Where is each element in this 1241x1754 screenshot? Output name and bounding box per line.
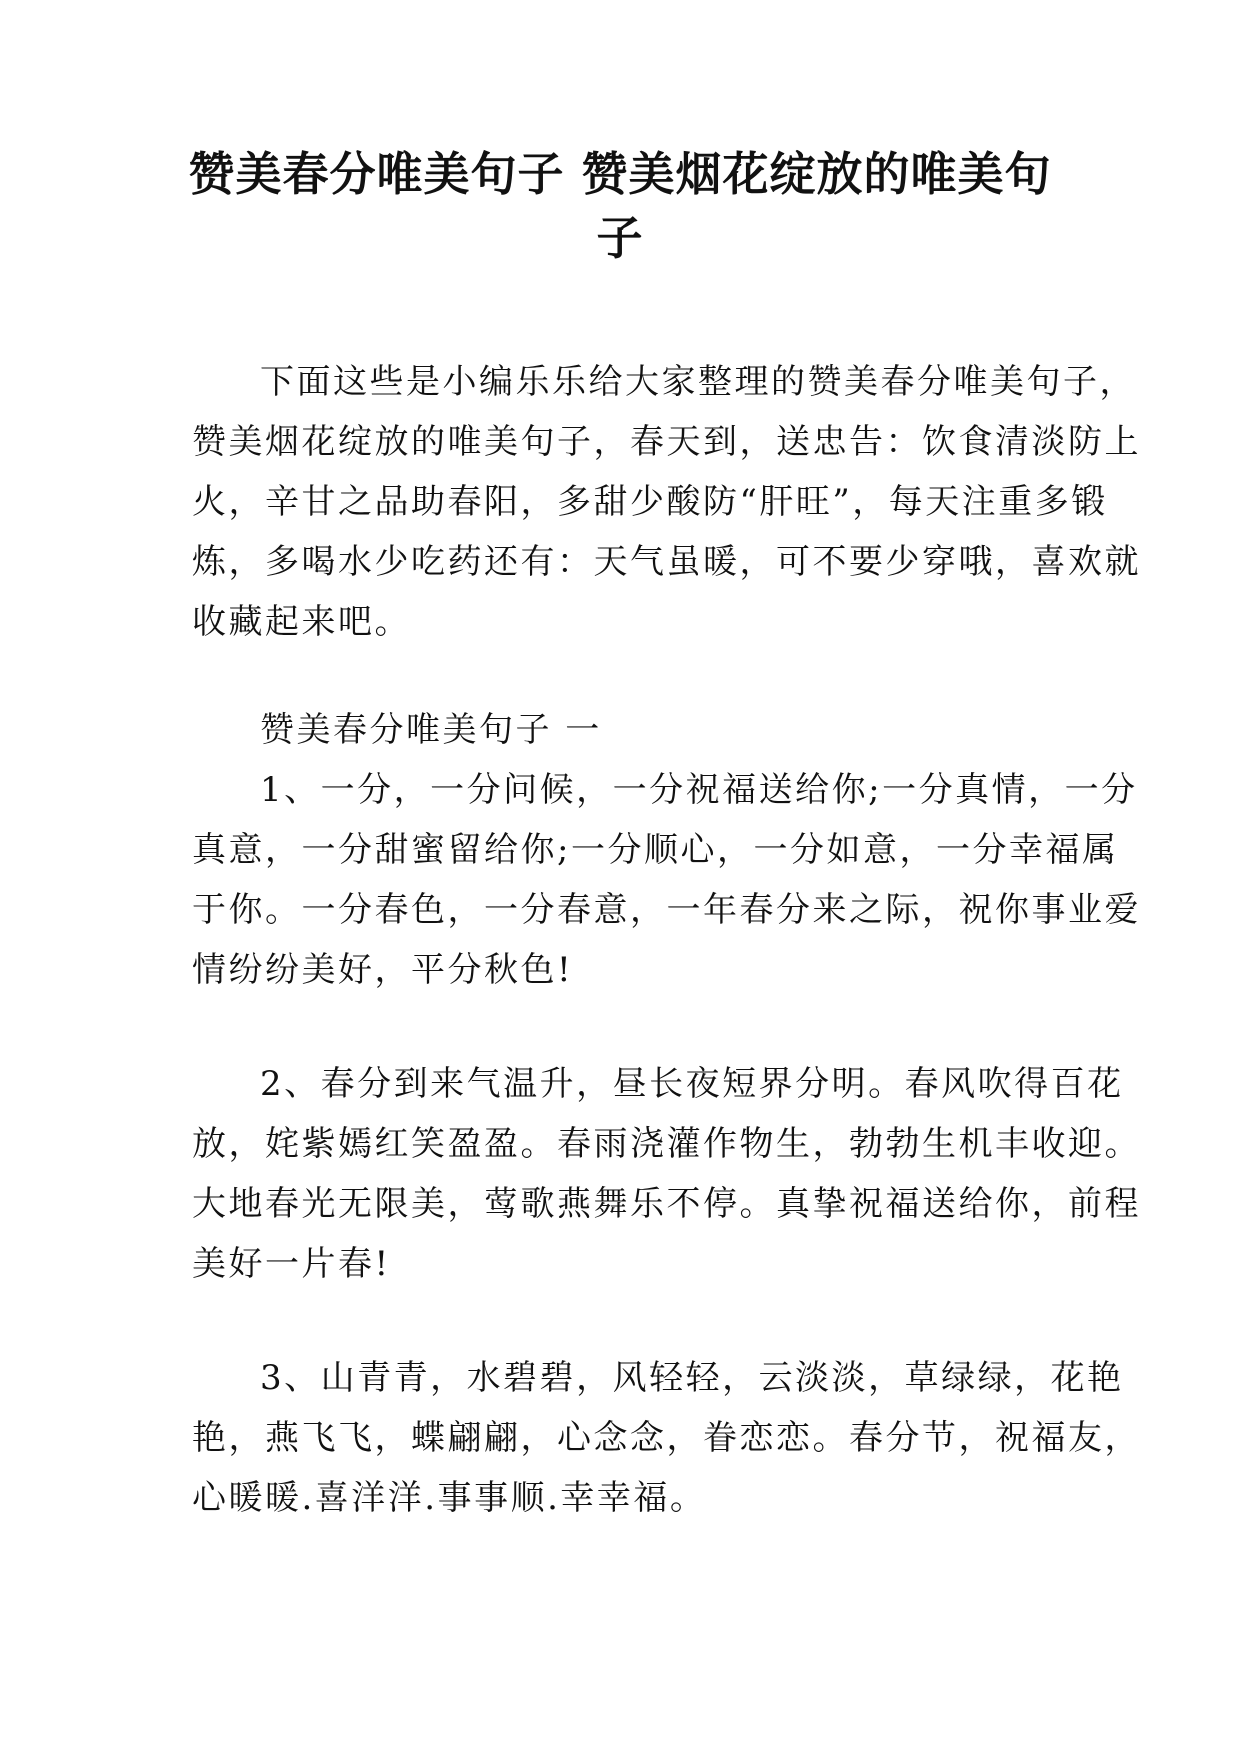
text-line: 火，辛甘之品助春阳，多甜少酸防“肝旺”，每天注重多锻 [192, 482, 1108, 522]
text-line: 艳，燕飞飞，蝶翩翩，心念念，眷恋恋。春分节，祝福友， [192, 1418, 1141, 1458]
text-line: 美好一片春! [192, 1244, 391, 1284]
list-item [192, 1348, 1141, 1528]
title-line: 赞美春分唯美句子 赞美烟花绽放的唯美句 [188, 147, 1052, 201]
text-line: 情纷纷美好，平分秋色! [192, 950, 574, 990]
text-line: 1、一分，一分问候，一分祝福送给你;一分真情，一分 [260, 770, 1138, 810]
document-title [170, 142, 1070, 270]
intro-paragraph [192, 352, 1141, 652]
text-line: 赞美烟花绽放的唯美句子，春天到，送忠告：饮食清淡防上 [192, 422, 1141, 462]
text-line: 2、春分到来气温升，昼长夜短界分明。春风吹得百花 [260, 1064, 1124, 1104]
text-line: 心暖暖.喜洋洋.事事顺.幸幸福。 [192, 1478, 707, 1518]
list-item [192, 760, 1141, 1000]
text-line: 真意，一分甜蜜留给你;一分顺心，一分如意，一分幸福属 [192, 830, 1119, 870]
text-line: 炼，多喝水少吃药还有：天气虽暖，可不要少穿哦，喜欢就 [192, 542, 1141, 582]
text-line: 3、山青青，水碧碧，风轻轻，云淡淡，草绿绿，花艳 [260, 1358, 1124, 1398]
text-line: 于你。一分春色，一分春意，一年春分来之际，祝你事业爱 [192, 890, 1141, 930]
text-line: 收藏起来吧。 [192, 602, 411, 642]
title-line: 子 [596, 211, 644, 265]
text-line: 放，姹紫嫣红笑盈盈。春雨浇灌作物生，勃勃生机丰收迎。 [192, 1124, 1141, 1164]
list-item [192, 1054, 1141, 1294]
section-heading [192, 700, 1054, 760]
text-line: 大地春光无限美，莺歌燕舞乐不停。真挚祝福送给你，前程 [192, 1184, 1141, 1224]
text-line: 下面这些是小编乐乐给大家整理的赞美春分唯美句子， [260, 362, 1136, 402]
text-line: 赞美春分唯美句子 一 [260, 710, 602, 750]
